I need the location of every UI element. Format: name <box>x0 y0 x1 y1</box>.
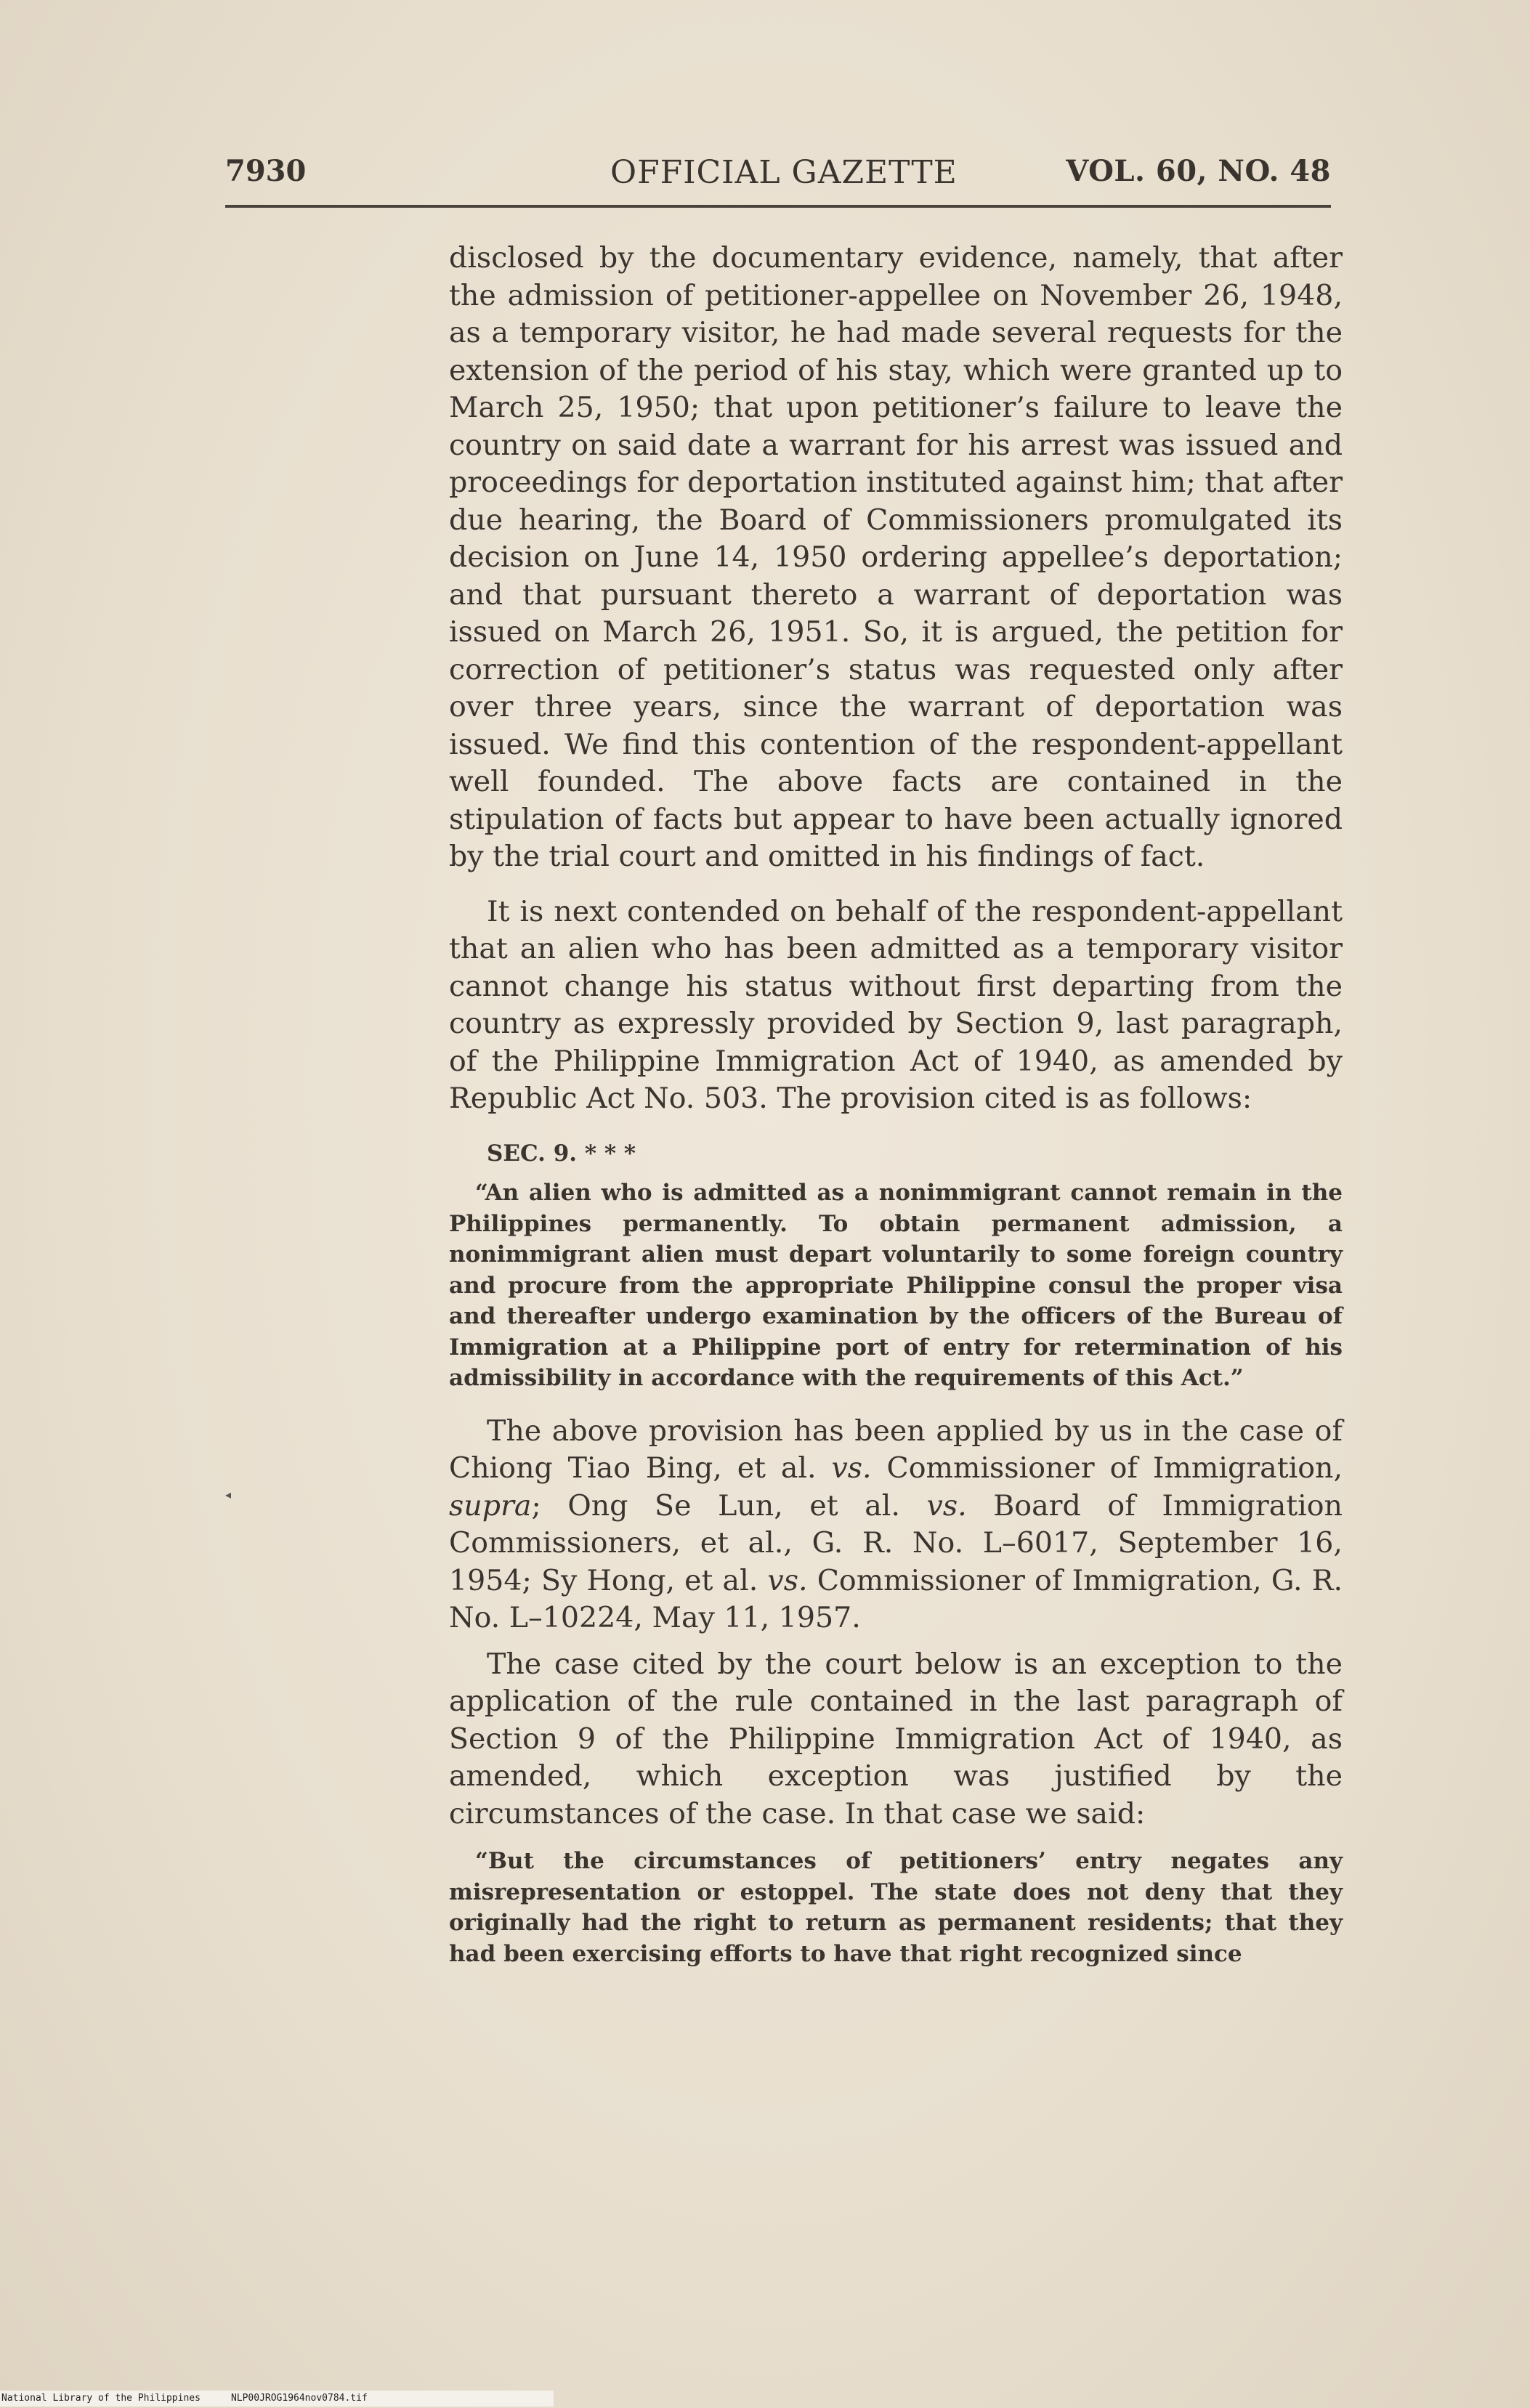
statute-text: “An alien who is admitted as a nonimmigrant cannot remain in the Philippines permanently. To obtain permanent admission, a nonimmigrant alien must depart voluntarily to some foreign country and procure from the appropriate Philippine consul the proper visa and thereafter undergo examination by the officers of the Bureau of Immigration at a Philippine port of entry for retermination of his admissibility in accordance with the requirements of this Act.” <box>449 1180 1343 1391</box>
paragraph-4: The case cited by the court below is an exception to the application of the rule contained in the last paragraph of Section 9 of the Philippine Immigration Act of 1940, as amended, which exception was justified by the circumstances of the case. In that case we said: <box>449 1647 1343 1831</box>
paragraph-2: It is next contended on behalf of the respondent-appellant that an alien who has been admitted as a temporary visitor cannot change his status without first departing from the country as expressly provided by Section 9, last paragraph, of the Philippine Immigration Act of 1940, as amended by Republic Act No. 503. The provision cited is as follows: <box>449 894 1343 1115</box>
body-text <box>449 240 1343 1969</box>
paragraph-3: The above provision has been applied by us in the case of Chiong Tiao Bing, et al. vs. Commissioner of Immigration, supra; Ong Se Lun, et al. vs. Board of Immigration Commissioners, et al., G. R. No. L–6017, September 16, 1954; Sy Hong, et al. vs. Commissioner of Immigration, G. R. No. L–10224, May 11, 1957. <box>449 1414 1343 1634</box>
statute-heading: SEC. 9. * * * <box>487 1140 636 1167</box>
publication-title: OFFICIAL GAZETTE <box>610 154 958 191</box>
paragraph-1: disclosed by the documentary evidence, namely, that after the admission of petitioner-appellee on November 26, 1948, as a temporary visitor, he had made several requests for the extension of the period of his stay, which were granted up to March 25, 1950; that upon petitioner’s failure to leave the country on said date a warrant for his arrest was issued and proceedings for deportation instituted against him; that after due hearing, the Board of Commissioners promulgated its decision on June 14, 1950 ordering appellee’s deportation; and that pursuant thereto a warrant of deportation was issued on March 26, 1951. So, it is argued, the petition for correction of petitioner’s status was requested only after over three years, since the warrant of deportation was issued. We find this contention of the respondent-appellant well founded. The above facts are contained in the stipulation of facts but appear to have been actually ignored by the trial court and omitted in his findings of fact. <box>449 241 1343 873</box>
library-name: National Library of the Philippines <box>1 2393 201 2404</box>
scan-footer <box>0 2391 554 2407</box>
case-quote <box>449 1846 1343 1969</box>
case-quote-text: “But the circumstances of petitioners’ entry negates any misrepresentation or estoppel. The state does not deny that they originally had the right to return as permanent residents; that they had been exercising efforts to have that right recognized since <box>449 1848 1343 1967</box>
page-header <box>225 154 1331 205</box>
page-number: 7930 <box>225 154 307 188</box>
file-id: NLP00JROG1964nov0784.tif <box>230 2393 368 2404</box>
volume-number: VOL. 60, NO. 48 <box>1066 154 1331 188</box>
statute-quote <box>449 1138 1343 1394</box>
header-rule <box>225 205 1331 208</box>
margin-mark: ◂ <box>225 1488 232 1501</box>
